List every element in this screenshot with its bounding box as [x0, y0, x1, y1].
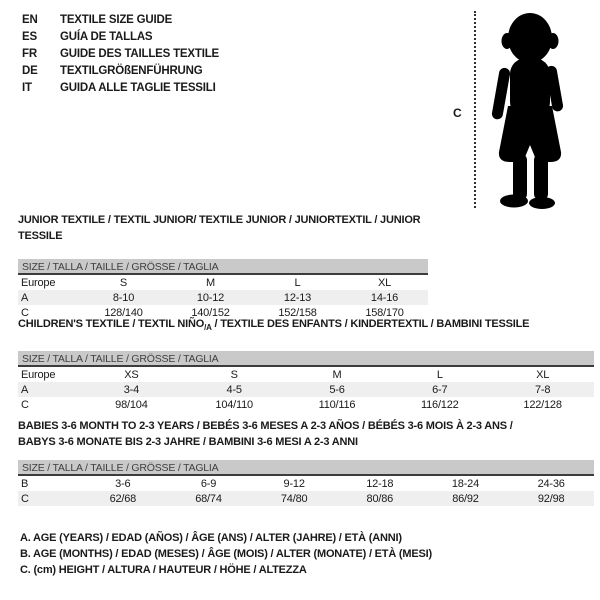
- language-title: GUIDA ALLE TAGLIE TESSILI: [60, 82, 216, 94]
- language-code: IT: [22, 82, 32, 94]
- cell: 12-13: [283, 291, 312, 304]
- cell: 18-24: [451, 477, 480, 490]
- language-row: [22, 12, 219, 29]
- cell: 104/110: [215, 398, 253, 411]
- language-title: TEXTILE SIZE GUIDE: [60, 14, 173, 26]
- cell: 24-36: [537, 477, 565, 490]
- cell: 9-12: [283, 477, 305, 490]
- cell: 68/74: [195, 492, 222, 505]
- cell: 86/92: [452, 492, 479, 505]
- section-title-text: / TEXTILE DES ENFANTS / KINDERTEXTIL / BAMBINI TESSILE: [211, 318, 530, 330]
- cell: XL: [377, 276, 392, 289]
- cell: L: [436, 368, 443, 381]
- cell: 5-6: [329, 383, 345, 396]
- table-row: [18, 275, 428, 290]
- section-babies: [18, 418, 594, 506]
- cell: 116/122: [421, 398, 459, 411]
- section-title-subscript: /A: [204, 323, 212, 333]
- language-row: [22, 63, 219, 80]
- cell: 110/116: [318, 398, 356, 411]
- row-label: Europe: [21, 276, 56, 289]
- language-code: FR: [22, 48, 37, 60]
- language-title: GUIDE DES TAILLES TEXTILE: [60, 48, 219, 60]
- cell: 74/80: [280, 492, 308, 505]
- language-title: TEXTILGRÖßENFÜHRUNG: [60, 65, 203, 77]
- cell: 80/86: [366, 492, 394, 505]
- cell: 92/98: [537, 492, 565, 505]
- cell: 3-6: [115, 477, 131, 490]
- language-row: [22, 46, 219, 63]
- size-table-babies: [18, 476, 594, 506]
- cell: 8-10: [112, 291, 135, 304]
- cell: 10-12: [196, 291, 225, 304]
- cell: S: [119, 276, 128, 289]
- section-title-line2: BABYS 3-6 MONATE BIS 2-3 JAHRE / BAMBINI 3-6 MESI A 2-3 ANNI: [18, 436, 358, 448]
- table-row: [18, 491, 594, 506]
- cell: S: [230, 368, 238, 381]
- section-children: [18, 316, 594, 412]
- language-row: [22, 80, 219, 97]
- section-title: JUNIOR TEXTILE / TEXTIL JUNIOR/ TEXTILE JUNIOR / JUNIORTEXTIL / JUNIOR TESSILE: [18, 214, 421, 242]
- height-figure: [448, 6, 583, 214]
- row-label: A: [21, 291, 29, 304]
- size-table-junior: [18, 275, 428, 320]
- row-label: C: [21, 306, 29, 319]
- cell: M: [206, 276, 215, 289]
- table-row: [18, 476, 594, 491]
- table-row: [18, 397, 594, 412]
- section-title-line1: BABIES 3-6 MONTH TO 2-3 YEARS / BEBÉS 3-6 MESES A 2-3 AÑOS / BÉBÉS 3-6 MOIS À 2-3 ANS /: [18, 420, 513, 432]
- section-title: [18, 316, 594, 336]
- cell: 98/104: [115, 398, 148, 411]
- cell: XS: [124, 368, 139, 381]
- cell: 3-4: [123, 383, 140, 396]
- cell: 14-16: [370, 291, 399, 304]
- legend-note-c: C. (cm) HEIGHT / ALTURA / HAUTEUR / HÖHE / ALTEZZA: [20, 564, 307, 576]
- row-label: C: [21, 492, 29, 505]
- cell: L: [294, 276, 301, 289]
- height-label-c: C: [453, 106, 462, 120]
- language-code: EN: [22, 14, 38, 26]
- cell: XL: [536, 368, 550, 381]
- legend-notes: [20, 530, 432, 578]
- row-label: C: [21, 398, 29, 411]
- row-label: B: [21, 477, 29, 490]
- language-list: [22, 12, 219, 97]
- size-header-bar: SIZE / TALLA / TAILLE / GRÖSSE / TAGLIA: [18, 259, 428, 275]
- cell: 128/140: [104, 306, 143, 319]
- language-code: ES: [22, 31, 37, 43]
- height-dotted-line: [474, 11, 476, 208]
- table-row: [18, 290, 428, 305]
- cell: 152/158: [278, 306, 317, 319]
- size-header-bar: SIZE / TALLA / TAILLE / GRÖSSE / TAGLIA: [18, 460, 594, 476]
- legend-note-a: A. AGE (YEARS) / EDAD (AÑOS) / ÂGE (ANS) / ALTER (JAHRE) / ETÀ (ANNI): [20, 532, 402, 544]
- cell: 12-18: [366, 477, 394, 490]
- size-header-bar: SIZE / TALLA / TAILLE / GRÖSSE / TAGLIA: [18, 351, 594, 367]
- cell: 62/68: [109, 492, 137, 505]
- cell: 4-5: [226, 383, 242, 396]
- size-table-children: [18, 367, 594, 412]
- cell: 122/128: [523, 398, 562, 411]
- language-code: DE: [22, 65, 38, 77]
- cell: M: [332, 368, 342, 381]
- table-row: [18, 382, 594, 397]
- section-title-text: CHILDREN'S TEXTILE / TEXTIL NIÑO: [18, 318, 205, 330]
- section-junior: [18, 212, 428, 320]
- cell: 6-9: [200, 477, 217, 490]
- baby-silhouette-icon: [482, 8, 574, 210]
- cell: 158/170: [365, 306, 404, 319]
- row-label: A: [21, 383, 29, 396]
- language-row: [22, 29, 219, 46]
- table-row: [18, 367, 594, 382]
- language-title: GUÍA DE TALLAS: [60, 31, 153, 43]
- cell: 7-8: [534, 383, 551, 396]
- cell: 6-7: [432, 383, 448, 396]
- row-label: Europe: [21, 368, 56, 381]
- legend-note-b: B. AGE (MONTHS) / EDAD (MESES) / ÂGE (MOIS) / ALTER (MONATE) / ETÀ (MESI): [20, 548, 432, 560]
- cell: 140/152: [191, 306, 230, 319]
